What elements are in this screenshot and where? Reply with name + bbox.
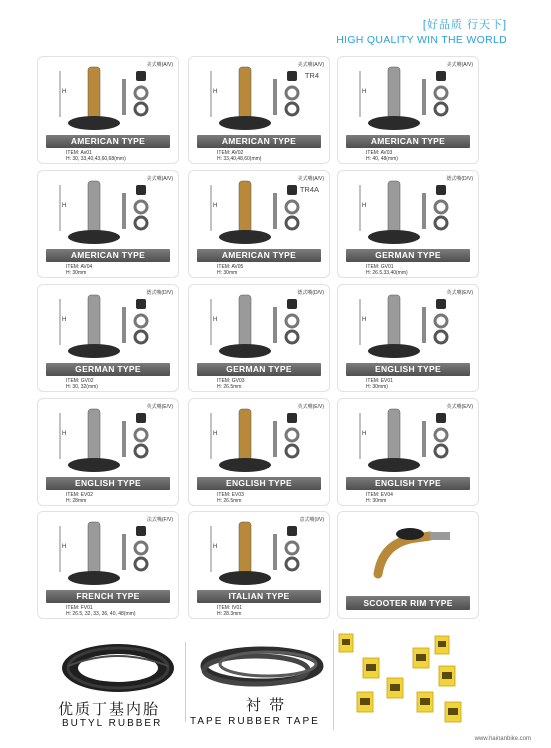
svg-text:H: H <box>362 317 367 323</box>
svg-text:H: H <box>213 544 218 550</box>
valve-item-number: ITEM: EV02 <box>66 492 93 498</box>
valve-card <box>188 398 330 506</box>
valve-kind-label: 德式嘴(D/V) <box>146 290 173 296</box>
rim-tape-label-en: TAPE RUBBER TAPE <box>190 716 320 727</box>
valve-item-number: ITEM: EV03 <box>217 492 244 498</box>
valve-kind-label: 德式嘴(D/V) <box>446 176 473 182</box>
valve-title-band <box>346 135 470 148</box>
valve-card <box>337 511 479 619</box>
valve-kind-label: 英式嘴(E/V) <box>446 290 473 296</box>
valve-meta <box>217 492 244 504</box>
page-header <box>336 16 507 46</box>
svg-text:H: H <box>213 89 218 95</box>
valve-title-band <box>46 590 170 603</box>
valve-meta <box>66 150 126 162</box>
packaging-boxes-image <box>335 630 475 730</box>
website-url: www.hainanbike.com <box>474 736 531 742</box>
valve-kind-label: 美式嘴(A/V) <box>297 62 324 68</box>
header-slogan-zh: [好品质 行天下] <box>422 19 507 31</box>
valve-title-band <box>197 363 321 376</box>
valve-title: AMERICAN TYPE <box>370 136 446 146</box>
valve-kind-label: 美式嘴(A/V) <box>146 176 173 182</box>
valve-meta <box>66 378 98 390</box>
valve-title-band <box>46 363 170 376</box>
valve-illustration <box>38 57 179 137</box>
svg-text:H: H <box>213 431 218 437</box>
valve-title-band <box>197 135 321 148</box>
svg-text:H: H <box>62 203 67 209</box>
divider <box>333 630 334 730</box>
svg-text:H: H <box>362 203 367 209</box>
valve-card <box>188 170 330 278</box>
valve-title: ENGLISH TYPE <box>375 478 441 488</box>
valve-title-band <box>346 477 470 490</box>
rim-tape-image <box>198 642 326 694</box>
valve-illustration <box>38 171 179 251</box>
valve-meta <box>366 150 398 162</box>
valve-title: AMERICAN TYPE <box>70 250 146 260</box>
valve-meta <box>366 378 393 390</box>
valve-kind-label: 法式嘴(F/V) <box>146 517 173 523</box>
valve-item-number: ITEM: AV05 <box>217 264 244 270</box>
valve-dimensions: H: 30, 33,40,43,60,68(mm) <box>66 156 126 162</box>
svg-text:H: H <box>362 89 367 95</box>
valve-kind-label: 美式嘴(A/V) <box>297 176 324 182</box>
valve-item-number: ITEM: AV03 <box>366 150 393 156</box>
valve-title: GERMAN TYPE <box>226 364 292 374</box>
svg-text:H: H <box>62 317 67 323</box>
valve-kind-label: 德式嘴(D/V) <box>297 290 324 296</box>
svg-text:H: H <box>213 203 218 209</box>
valve-title: GERMAN TYPE <box>375 250 441 260</box>
valve-item-number: ITEM: FV01 <box>66 605 93 611</box>
rim-tape-label-zh: 衬 带 <box>246 697 287 714</box>
valve-dimensions: H: 28.3mm <box>217 611 242 617</box>
valve-meta <box>66 492 93 504</box>
valve-card <box>337 398 479 506</box>
valve-title: ENGLISH TYPE <box>375 364 441 374</box>
valve-dimensions: H: 26.5mm <box>217 384 242 390</box>
valve-item-number: ITEM: GV03 <box>217 378 245 384</box>
valve-kind-label: 英式嘴(E/V) <box>146 404 173 410</box>
valve-illustration <box>189 285 330 365</box>
valve-card <box>337 170 479 278</box>
valve-dimensions: H: 33,40,48,60(mm) <box>217 156 262 162</box>
valve-dimensions: H: 26.5mm <box>217 498 242 504</box>
valve-title: SCOOTER RIM TYPE <box>363 598 453 608</box>
valve-illustration <box>38 399 179 479</box>
valve-item-number: ITEM: IV01 <box>217 605 243 611</box>
valve-illustration <box>338 285 479 365</box>
valve-title-band <box>197 590 321 603</box>
valve-item-number: ITEM: EV04 <box>366 492 393 498</box>
butyl-tube-label-en: BUTYL RUBBER <box>62 718 163 729</box>
valve-item-number: ITEM: EV01 <box>366 378 393 384</box>
valve-illustration <box>38 285 179 365</box>
valve-card <box>37 398 179 506</box>
valve-title: ENGLISH TYPE <box>226 478 292 488</box>
valve-meta <box>366 264 408 276</box>
valve-item-number: ITEM: GV01 <box>366 264 394 270</box>
valve-item-number: ITEM: Av01 <box>66 150 92 156</box>
valve-card <box>37 284 179 392</box>
valve-meta <box>366 492 393 504</box>
valve-code-label: TR4 <box>304 71 319 80</box>
valve-kind-label: 英式嘴(E/V) <box>297 404 324 410</box>
valve-title-band <box>46 249 170 262</box>
valve-item-number: ITEM: AV02 <box>217 150 244 156</box>
valve-dimensions: H: 30mm <box>217 270 238 276</box>
svg-text:H: H <box>62 89 67 95</box>
valve-illustration <box>338 512 479 592</box>
butyl-tube-image <box>58 640 178 695</box>
valve-title: FRENCH TYPE <box>76 591 140 601</box>
valve-title-band <box>46 135 170 148</box>
valve-title-band <box>197 477 321 490</box>
valve-card <box>37 170 179 278</box>
valve-illustration <box>338 399 479 479</box>
butyl-tube-label-zh: 优质丁基内胎 <box>58 701 161 718</box>
valve-title-band <box>46 477 170 490</box>
valve-title: GERMAN TYPE <box>75 364 141 374</box>
valve-meta <box>217 264 243 276</box>
valve-kind-label: 美式嘴(A/V) <box>446 62 473 68</box>
valve-dimensions: H: 26.5, 32, 33, 36, 40, 48(mm) <box>66 611 136 617</box>
valve-dimensions: H: 40, 48(mm) <box>366 156 398 162</box>
valve-dimensions: H: 28mm <box>66 498 87 504</box>
svg-text:H: H <box>362 431 367 437</box>
header-slogan-en: HIGH QUALITY WIN THE WORLD <box>336 34 507 46</box>
valve-title: AMERICAN TYPE <box>221 250 297 260</box>
valve-illustration <box>189 171 330 251</box>
svg-text:H: H <box>62 544 67 550</box>
valve-card <box>188 284 330 392</box>
valve-card <box>337 284 479 392</box>
valve-dimensions: H: 30mm <box>66 270 87 276</box>
valve-meta <box>217 605 242 617</box>
valve-meta <box>66 605 135 617</box>
valve-title: AMERICAN TYPE <box>221 136 297 146</box>
valve-card <box>37 511 179 619</box>
valve-kind-label: 英式嘴(E/V) <box>446 404 473 410</box>
valve-meta <box>217 378 245 390</box>
valve-dimensions: H: 30mm) <box>366 384 388 390</box>
valve-title-band <box>197 249 321 262</box>
valve-meta <box>217 150 261 162</box>
bottom-products <box>0 630 551 748</box>
valve-title: ENGLISH TYPE <box>75 478 141 488</box>
valve-title: AMERICAN TYPE <box>70 136 146 146</box>
valve-title: ITALIAN TYPE <box>228 591 290 601</box>
valve-title-band <box>346 596 470 610</box>
svg-text:H: H <box>213 317 218 323</box>
valve-card <box>188 56 330 164</box>
valve-dimensions: H: 26.5,33,40(mm) <box>366 270 408 276</box>
svg-text:H: H <box>62 431 67 437</box>
valve-card <box>188 511 330 619</box>
valve-dimensions: H: 30, 32(mm) <box>66 384 98 390</box>
valve-illustration <box>189 512 330 592</box>
valve-card <box>337 56 479 164</box>
valve-illustration <box>38 512 179 592</box>
valve-illustration <box>189 399 330 479</box>
divider <box>185 642 186 722</box>
valve-item-number: ITEM: AV04 <box>66 264 93 270</box>
valve-kind-label: 意式嘴(I/V) <box>299 517 324 523</box>
valve-title-band <box>346 249 470 262</box>
valve-illustration <box>189 57 330 137</box>
valve-illustration <box>338 171 479 251</box>
valve-code-label: TR4A <box>299 185 319 194</box>
valve-item-number: ITEM: GV02 <box>66 378 94 384</box>
valve-illustration <box>338 57 479 137</box>
valve-title-band <box>346 363 470 376</box>
valve-card <box>37 56 179 164</box>
valve-dimensions: H: 30mm <box>366 498 387 504</box>
valve-kind-label: 美式嘴(A/V) <box>146 62 173 68</box>
valve-meta <box>66 264 92 276</box>
